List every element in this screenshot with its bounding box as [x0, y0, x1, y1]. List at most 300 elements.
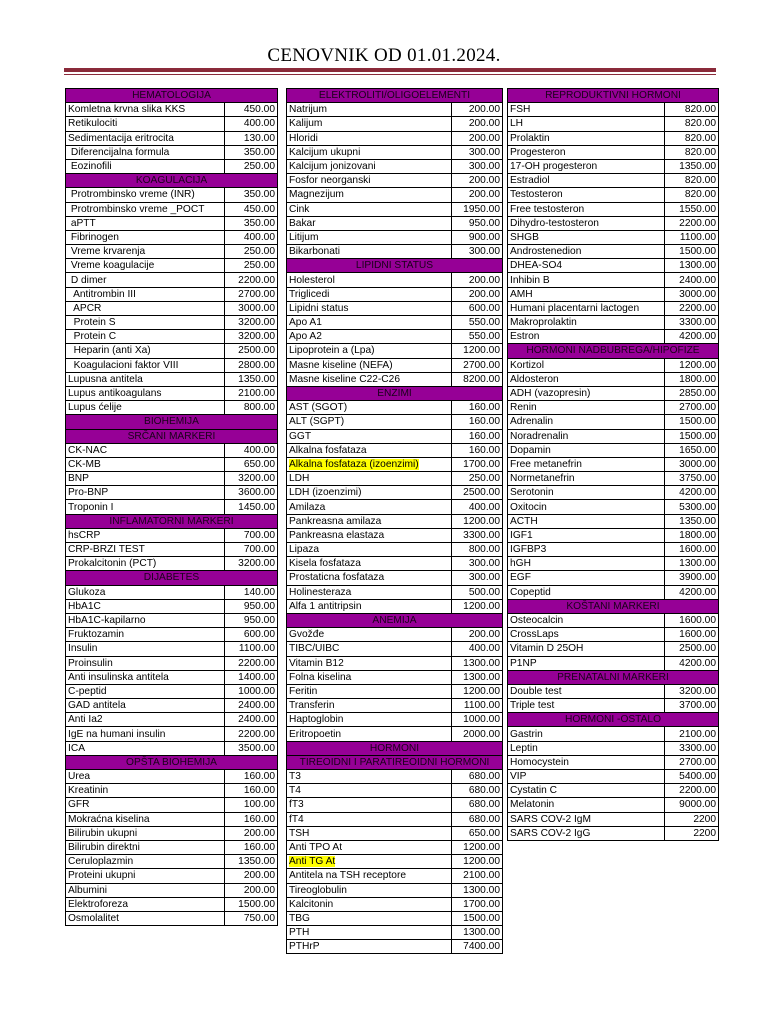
test-name: Lipoprotein a (Lpa) — [289, 345, 375, 357]
test-price: 2200.00 — [225, 656, 278, 670]
test-price: 3300.00 — [665, 741, 719, 755]
test-name: Dopamin — [510, 444, 551, 456]
test-name-cell — [508, 457, 665, 471]
price-row — [66, 840, 278, 854]
test-price: 2700.00 — [225, 287, 278, 301]
test-price: 350.00 — [225, 188, 278, 202]
test-price: 800.00 — [452, 543, 503, 557]
price-row — [508, 316, 719, 330]
section-header: TIREOIDNI I PARATIREOIDNI HORMONI — [287, 755, 503, 769]
test-name: Koagulacioni faktor VIII — [68, 359, 179, 371]
test-name-cell — [66, 159, 225, 173]
test-name: SHGB — [510, 231, 539, 243]
test-price: 950.00 — [225, 613, 278, 627]
test-name-cell — [287, 344, 452, 358]
test-name-cell — [66, 656, 225, 670]
test-name-cell — [287, 486, 452, 500]
test-price: 250.00 — [225, 159, 278, 173]
test-price: 680.00 — [452, 812, 503, 826]
section-header-row — [287, 89, 503, 103]
test-name-cell — [508, 117, 665, 131]
section-header-row — [508, 89, 719, 103]
test-price: 300.00 — [452, 571, 503, 585]
test-name: Protein C — [68, 331, 117, 343]
test-name-cell — [287, 684, 452, 698]
price-row — [287, 684, 503, 698]
price-row — [508, 642, 719, 656]
test-name-cell — [287, 202, 452, 216]
price-row — [508, 656, 719, 670]
test-name: Transferin — [289, 700, 335, 712]
section-header: HORMONI NADBUBREGA/HIPOFIZE — [508, 344, 719, 358]
price-row — [508, 528, 719, 542]
test-price: 1700.00 — [452, 897, 503, 911]
test-name-cell — [66, 202, 225, 216]
test-name-cell — [66, 259, 225, 273]
test-name-cell — [287, 103, 452, 117]
section-header: ELEKTROLITI/OLIGOELEMENTI — [287, 89, 503, 103]
test-name: Dihydro-testosteron — [510, 217, 599, 229]
test-price: 3500.00 — [225, 741, 278, 755]
test-name-cell — [66, 869, 225, 883]
price-row — [66, 230, 278, 244]
title-rule-thin — [64, 74, 716, 75]
price-row — [508, 784, 719, 798]
test-name-cell — [66, 699, 225, 713]
price-row — [508, 557, 719, 571]
test-price: 200.00 — [452, 188, 503, 202]
test-price: 950.00 — [225, 599, 278, 613]
price-row — [66, 443, 278, 457]
test-name: AMH — [510, 288, 533, 300]
test-price: 1200.00 — [452, 599, 503, 613]
test-price: 9000.00 — [665, 798, 719, 812]
section-header-row — [508, 599, 719, 613]
test-name: Apo A1 — [289, 317, 322, 329]
test-name-cell — [66, 642, 225, 656]
test-name: Inhibin B — [510, 274, 550, 286]
test-name: Ceruloplazmin — [68, 856, 134, 868]
test-name-cell — [508, 415, 665, 429]
test-price: 160.00 — [225, 784, 278, 798]
test-name-cell — [287, 429, 452, 443]
test-name: GFR — [68, 799, 90, 811]
test-name: Lipidni status — [289, 302, 349, 314]
price-row — [287, 103, 503, 117]
section-header-row — [287, 613, 503, 627]
price-row — [508, 386, 719, 400]
test-price: 3700.00 — [665, 699, 719, 713]
test-name-cell — [287, 557, 452, 571]
test-name: Cink — [289, 203, 310, 215]
price-row — [66, 216, 278, 230]
test-name: Prokalcitonin (PCT) — [68, 558, 157, 570]
test-price: 3200.00 — [225, 557, 278, 571]
test-name-cell — [287, 159, 452, 173]
price-row — [66, 287, 278, 301]
test-name-cell — [66, 798, 225, 812]
test-name-cell — [508, 543, 665, 557]
test-price: 820.00 — [665, 103, 719, 117]
price-row — [508, 188, 719, 202]
section-header: KOŠTANI MARKERI — [508, 599, 719, 613]
test-price: 2500.00 — [452, 486, 503, 500]
price-row — [287, 131, 503, 145]
price-row — [66, 486, 278, 500]
test-price: 820.00 — [665, 131, 719, 145]
price-column-3 — [507, 88, 719, 841]
test-name: SARS COV-2 IgG — [510, 827, 591, 839]
test-name-cell — [508, 571, 665, 585]
test-price: 200.00 — [452, 131, 503, 145]
test-name-cell — [508, 826, 665, 840]
test-name-cell — [508, 259, 665, 273]
test-name: Elektroforeza — [68, 898, 129, 910]
test-name-cell — [508, 486, 665, 500]
price-row — [66, 259, 278, 273]
price-row — [287, 571, 503, 585]
test-name: Lupusna antitela — [68, 373, 143, 385]
price-row — [508, 727, 719, 741]
test-name-cell — [287, 642, 452, 656]
price-row — [508, 216, 719, 230]
test-name-cell — [66, 770, 225, 784]
test-price: 900.00 — [452, 230, 503, 244]
test-price: 3750.00 — [665, 472, 719, 486]
price-row — [508, 770, 719, 784]
section-header-row — [66, 415, 278, 429]
test-price: 4200.00 — [665, 656, 719, 670]
test-name: Hloridi — [289, 132, 318, 144]
test-name: Gvožđe — [289, 629, 325, 641]
price-row — [287, 287, 503, 301]
test-name: hsCRP — [68, 529, 101, 541]
price-row — [66, 812, 278, 826]
price-row — [508, 245, 719, 259]
test-price: 1300.00 — [665, 259, 719, 273]
test-name: Double test — [510, 685, 562, 697]
price-row — [66, 897, 278, 911]
test-price: 820.00 — [665, 145, 719, 159]
test-price: 2700.00 — [665, 401, 719, 415]
price-row — [508, 159, 719, 173]
price-row — [287, 500, 503, 514]
test-name-cell — [66, 500, 225, 514]
test-price: 820.00 — [665, 188, 719, 202]
section-header-row — [66, 571, 278, 585]
test-name-cell — [287, 358, 452, 372]
test-price: 2200 — [665, 826, 719, 840]
test-name: Fibrinogen — [68, 231, 119, 243]
test-name-cell — [287, 500, 452, 514]
price-row — [66, 500, 278, 514]
test-name: APCR — [68, 302, 102, 314]
test-price: 450.00 — [225, 202, 278, 216]
test-name: Anti TPO At — [289, 842, 343, 854]
test-price: 1800.00 — [665, 372, 719, 386]
test-price: 820.00 — [665, 174, 719, 188]
section-header-row — [287, 755, 503, 769]
price-row — [66, 826, 278, 840]
price-row — [508, 684, 719, 698]
test-name-cell — [508, 316, 665, 330]
price-row — [287, 188, 503, 202]
price-row — [66, 117, 278, 131]
test-price: 130.00 — [225, 131, 278, 145]
price-row — [287, 727, 503, 741]
test-name-cell — [287, 770, 452, 784]
test-name: SARS COV-2 IgM — [510, 813, 591, 825]
test-name-cell — [66, 245, 225, 259]
test-name-cell — [287, 897, 452, 911]
test-price: 160.00 — [225, 770, 278, 784]
test-price: 200.00 — [225, 883, 278, 897]
price-row — [66, 145, 278, 159]
test-price: 3200.00 — [665, 684, 719, 698]
test-price: 2000.00 — [452, 727, 503, 741]
test-name-cell — [287, 287, 452, 301]
price-row — [66, 784, 278, 798]
price-row — [66, 401, 278, 415]
test-name: 17-OH progesteron — [510, 161, 598, 173]
price-row — [66, 656, 278, 670]
test-name-cell — [287, 216, 452, 230]
test-price: 160.00 — [225, 812, 278, 826]
test-price: 2200.00 — [665, 216, 719, 230]
test-price: 160.00 — [452, 415, 503, 429]
test-name-cell — [66, 131, 225, 145]
price-row — [287, 784, 503, 798]
price-row — [66, 741, 278, 755]
test-price: 2400.00 — [225, 713, 278, 727]
test-name-cell — [66, 301, 225, 315]
test-name-cell — [66, 628, 225, 642]
price-row — [508, 174, 719, 188]
test-name: IGF1 — [510, 529, 533, 541]
test-name-cell — [66, 528, 225, 542]
test-name-cell — [66, 543, 225, 557]
test-name: Protrombinsko vreme (INR) — [68, 189, 195, 201]
test-name-cell — [287, 245, 452, 259]
section-header-row — [287, 259, 503, 273]
test-price: 1500.00 — [452, 911, 503, 925]
test-name-cell — [287, 230, 452, 244]
section-header-row — [508, 344, 719, 358]
price-row — [287, 145, 503, 159]
section-header: REPRODUKTIVNI HORMONI — [508, 89, 719, 103]
test-name-cell — [287, 727, 452, 741]
test-name-cell — [508, 812, 665, 826]
price-row — [287, 557, 503, 571]
section-header: ANEMIJA — [287, 613, 503, 627]
test-price: 140.00 — [225, 585, 278, 599]
test-name: Antitrombin III — [68, 288, 136, 300]
price-row — [287, 670, 503, 684]
price-row — [287, 798, 503, 812]
test-name-cell — [508, 145, 665, 159]
test-name-cell — [287, 273, 452, 287]
test-name-cell — [66, 358, 225, 372]
test-name: Diferencijalna formula — [68, 146, 170, 158]
test-name: Serotonin — [510, 487, 554, 499]
test-name: Lipaza — [289, 544, 320, 556]
test-name-cell — [66, 840, 225, 854]
test-name-cell — [287, 571, 452, 585]
test-price: 1500.00 — [225, 897, 278, 911]
test-name-cell — [508, 770, 665, 784]
price-row — [287, 159, 503, 173]
test-price: 300.00 — [452, 159, 503, 173]
price-row — [287, 926, 503, 940]
test-name-cell — [508, 514, 665, 528]
test-name-cell — [66, 117, 225, 131]
test-name-cell — [66, 145, 225, 159]
test-price: 1000.00 — [225, 684, 278, 698]
price-row — [66, 883, 278, 897]
price-row — [66, 798, 278, 812]
test-name: Masne kiseline C22-C26 — [289, 373, 400, 385]
test-price: 950.00 — [452, 216, 503, 230]
test-name: AST (SGOT) — [289, 402, 348, 414]
test-price: 820.00 — [665, 117, 719, 131]
section-header-row — [66, 755, 278, 769]
price-row — [508, 755, 719, 769]
test-price: 750.00 — [225, 911, 278, 925]
price-row — [508, 585, 719, 599]
test-name-cell — [66, 585, 225, 599]
test-price: 160.00 — [452, 443, 503, 457]
test-name: GGT — [289, 430, 312, 442]
test-name: Anti insulinska antitela — [68, 671, 169, 683]
test-name-cell — [287, 145, 452, 159]
test-name-cell — [66, 330, 225, 344]
test-price: 200.00 — [225, 869, 278, 883]
test-name: Pro-BNP — [68, 487, 109, 499]
test-name: Free metanefrin — [510, 458, 582, 470]
test-price: 1500.00 — [665, 245, 719, 259]
section-header: SRČANI MARKERI — [66, 429, 278, 443]
price-row — [508, 429, 719, 443]
test-name: Sedimentacija eritrocita — [68, 132, 174, 144]
test-price: 1200.00 — [665, 358, 719, 372]
test-name-cell — [287, 528, 452, 542]
test-price: 650.00 — [225, 457, 278, 471]
test-price: 400.00 — [452, 642, 503, 656]
test-price: 1300.00 — [665, 557, 719, 571]
test-price: 400.00 — [225, 230, 278, 244]
price-row — [287, 202, 503, 216]
test-price: 1350.00 — [665, 514, 719, 528]
test-name-cell — [508, 472, 665, 486]
test-price: 1200.00 — [452, 855, 503, 869]
test-name-cell — [66, 230, 225, 244]
test-price: 1600.00 — [665, 628, 719, 642]
test-price: 3200.00 — [225, 316, 278, 330]
test-name: HbA1C — [68, 600, 101, 612]
test-price: 1500.00 — [665, 415, 719, 429]
section-header-row — [287, 386, 503, 400]
test-price: 550.00 — [452, 316, 503, 330]
price-row — [66, 472, 278, 486]
test-name: Heparin (anti Xa) — [68, 345, 151, 357]
test-name: D dimer — [68, 274, 107, 286]
price-row — [287, 883, 503, 897]
test-name-cell — [287, 911, 452, 925]
test-name: DHEA-SO4 — [510, 260, 563, 272]
test-price: 200.00 — [225, 826, 278, 840]
price-row — [508, 131, 719, 145]
test-name-cell — [287, 543, 452, 557]
test-name: Proinsulin — [68, 657, 113, 669]
test-name-cell — [508, 188, 665, 202]
test-price: 400.00 — [225, 443, 278, 457]
test-price: 600.00 — [225, 628, 278, 642]
test-name-cell — [287, 812, 452, 826]
test-price: 8200.00 — [452, 372, 503, 386]
test-price: 1200.00 — [452, 684, 503, 698]
test-name-cell — [66, 826, 225, 840]
test-name-cell — [287, 117, 452, 131]
test-price: 1100.00 — [452, 699, 503, 713]
test-price: 200.00 — [452, 174, 503, 188]
test-name-cell — [66, 812, 225, 826]
test-name: CK-MB — [68, 458, 101, 470]
test-price: 160.00 — [452, 429, 503, 443]
price-row — [508, 401, 719, 415]
test-price: 650.00 — [452, 826, 503, 840]
test-price: 1200.00 — [452, 840, 503, 854]
test-name-cell — [66, 713, 225, 727]
price-row — [287, 216, 503, 230]
test-price: 680.00 — [452, 798, 503, 812]
test-name: Bilirubin ukupni — [68, 827, 138, 839]
price-row — [66, 727, 278, 741]
section-header-row — [508, 670, 719, 684]
section-header: BIOHEMIJA — [66, 415, 278, 429]
test-name: Normetanefrin — [510, 473, 575, 485]
section-header: ENZIMI — [287, 386, 503, 400]
test-name: Androstenedion — [510, 246, 582, 258]
test-name-cell — [66, 911, 225, 925]
test-name: TIBC/UIBC — [289, 643, 340, 655]
test-name: Vreme koagulacije — [68, 260, 155, 272]
test-name: EGF — [510, 572, 531, 584]
test-name-cell — [66, 557, 225, 571]
test-price: 250.00 — [225, 245, 278, 259]
test-name: Insulin — [68, 643, 98, 655]
price-row — [508, 330, 719, 344]
test-name: Vreme krvarenja — [68, 246, 146, 258]
price-row — [66, 599, 278, 613]
price-row — [508, 259, 719, 273]
price-row — [508, 358, 719, 372]
price-row — [508, 628, 719, 642]
test-name: Masne kiseline (NEFA) — [289, 359, 393, 371]
test-name-cell — [508, 585, 665, 599]
test-price: 2700.00 — [665, 755, 719, 769]
test-name-cell — [287, 401, 452, 415]
test-name: Eozinofili — [68, 161, 112, 173]
price-row — [508, 571, 719, 585]
test-name: ICA — [68, 742, 85, 754]
price-row — [66, 372, 278, 386]
section-header: HEMATOLOGIJA — [66, 89, 278, 103]
section-header: HORMONI -OSTALO — [508, 713, 719, 727]
test-price: 200.00 — [452, 628, 503, 642]
price-row — [287, 713, 503, 727]
test-name: Noradrenalin — [510, 430, 569, 442]
test-name-cell — [66, 741, 225, 755]
